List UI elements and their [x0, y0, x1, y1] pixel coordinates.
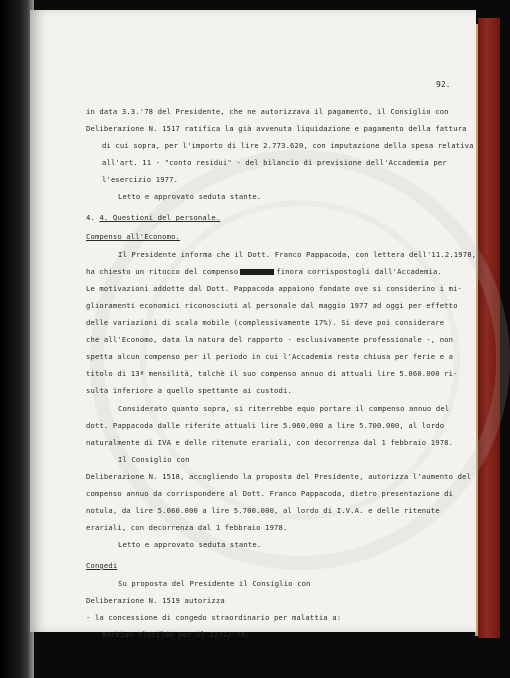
text-line: - la concessione di congedo straordinario per malattia a:	[86, 613, 342, 622]
text-line: delle variazioni di scala mobile (complessivamente 17%). Si deve poi considerare	[86, 318, 445, 327]
document-page	[30, 10, 477, 639]
section-heading: 4. 4. Questioni del personale.	[86, 213, 221, 222]
text-line: titolo di 13ª mensilità, talchè il suo compenso annuo di attuali lire 5.060.000 ri-	[86, 369, 458, 378]
text-line: Su proposta del Presidente il Consiglio con	[118, 579, 311, 588]
text-line: Il Consiglio con	[118, 455, 190, 464]
text-line: all'art. 11 - "conto residui" - del bilancio di previsione dell'Accademia per	[102, 158, 447, 167]
text-line: glioramenti economici riconosciuti al personale dal maggio 1977 ad oggi per effetto	[86, 301, 458, 310]
page-number: 92.	[436, 80, 451, 89]
text-fragment: ha chiesto un ritocco del compenso	[86, 267, 239, 276]
text-line: spetta alcun compenso per il periodo in cui l'Accademia resta chiusa per ferie e a	[86, 352, 454, 361]
text-line: sulta inferiore a quello spettante ai custodi.	[86, 386, 292, 395]
text-line: Deliberazione N. 1517 ratifica la già avvenuta liquidazione e pagamento della fattura	[86, 124, 467, 133]
section-heading-text: 4. Questioni del personale.	[99, 213, 221, 222]
redaction-mark	[240, 269, 274, 275]
text-line: Deliberazione N. 1519 autorizza	[86, 596, 225, 605]
subsection-heading: Congedi	[86, 561, 118, 570]
book-binding	[0, 0, 34, 678]
text-fragment: finora corrispostogli dall'Accademia.	[276, 267, 442, 276]
text-line: di cui sopra, per l'importo di lire 2.773.620, con imputazione della spesa relativa	[102, 141, 474, 150]
text-line: Le motivazioni addotte dal Dott. Pappacoda appaiono fondate ove si considerino i mi-	[86, 284, 463, 293]
text-line: l'esercizio 1977.	[102, 175, 179, 184]
text-line: dott. Pappacoda dalle riferite attuali lire 5.060.000 a lire 5.700.000, al lordo	[86, 421, 445, 430]
text-line: naturalmente di IVA e delle ritenute erariali, con decorrenza dal 1 febbraio 1978.	[86, 438, 454, 447]
text-line: in data 3.3.'78 del Presidente, che ne autorizzava il pagamento, il Consiglio con	[86, 107, 449, 116]
text-line: che all'Economo, data la natura del rapporto - esclusivamente professionale -, non	[86, 335, 454, 344]
subsection-heading: Compenso all'Economo.	[86, 232, 181, 241]
text-line: Barbian Clotilde per il 22/2/'78;	[102, 630, 250, 639]
text-line	[86, 267, 442, 276]
text-line: Il Presidente informa che il Dott. Franco Pappacoda, con lettera dell'11.2.1978,	[118, 250, 477, 259]
text-line: Considerato quanto sopra, si riterrebbe equo portare il compenso annuo del	[118, 404, 450, 413]
text-line: Letto e approvato seduta stante.	[118, 540, 262, 549]
text-line: compenso annuo da corrispondere al Dott. Franco Pappacoda, dietro presentazione di	[86, 489, 454, 498]
text-line: erariali, con decorrenza dal 1 febbraio 1978.	[86, 523, 288, 532]
text-line: notula, da lire 5.060.000 a lire 5.700.000, al lordo di I.V.A. e delle ritenute	[86, 506, 440, 515]
text-line: Deliberazione N. 1518, accogliendo la proposta del Presidente, autorizza l'aumento del	[86, 472, 472, 481]
text-line: Letto e approvato seduta stante.	[118, 192, 262, 201]
